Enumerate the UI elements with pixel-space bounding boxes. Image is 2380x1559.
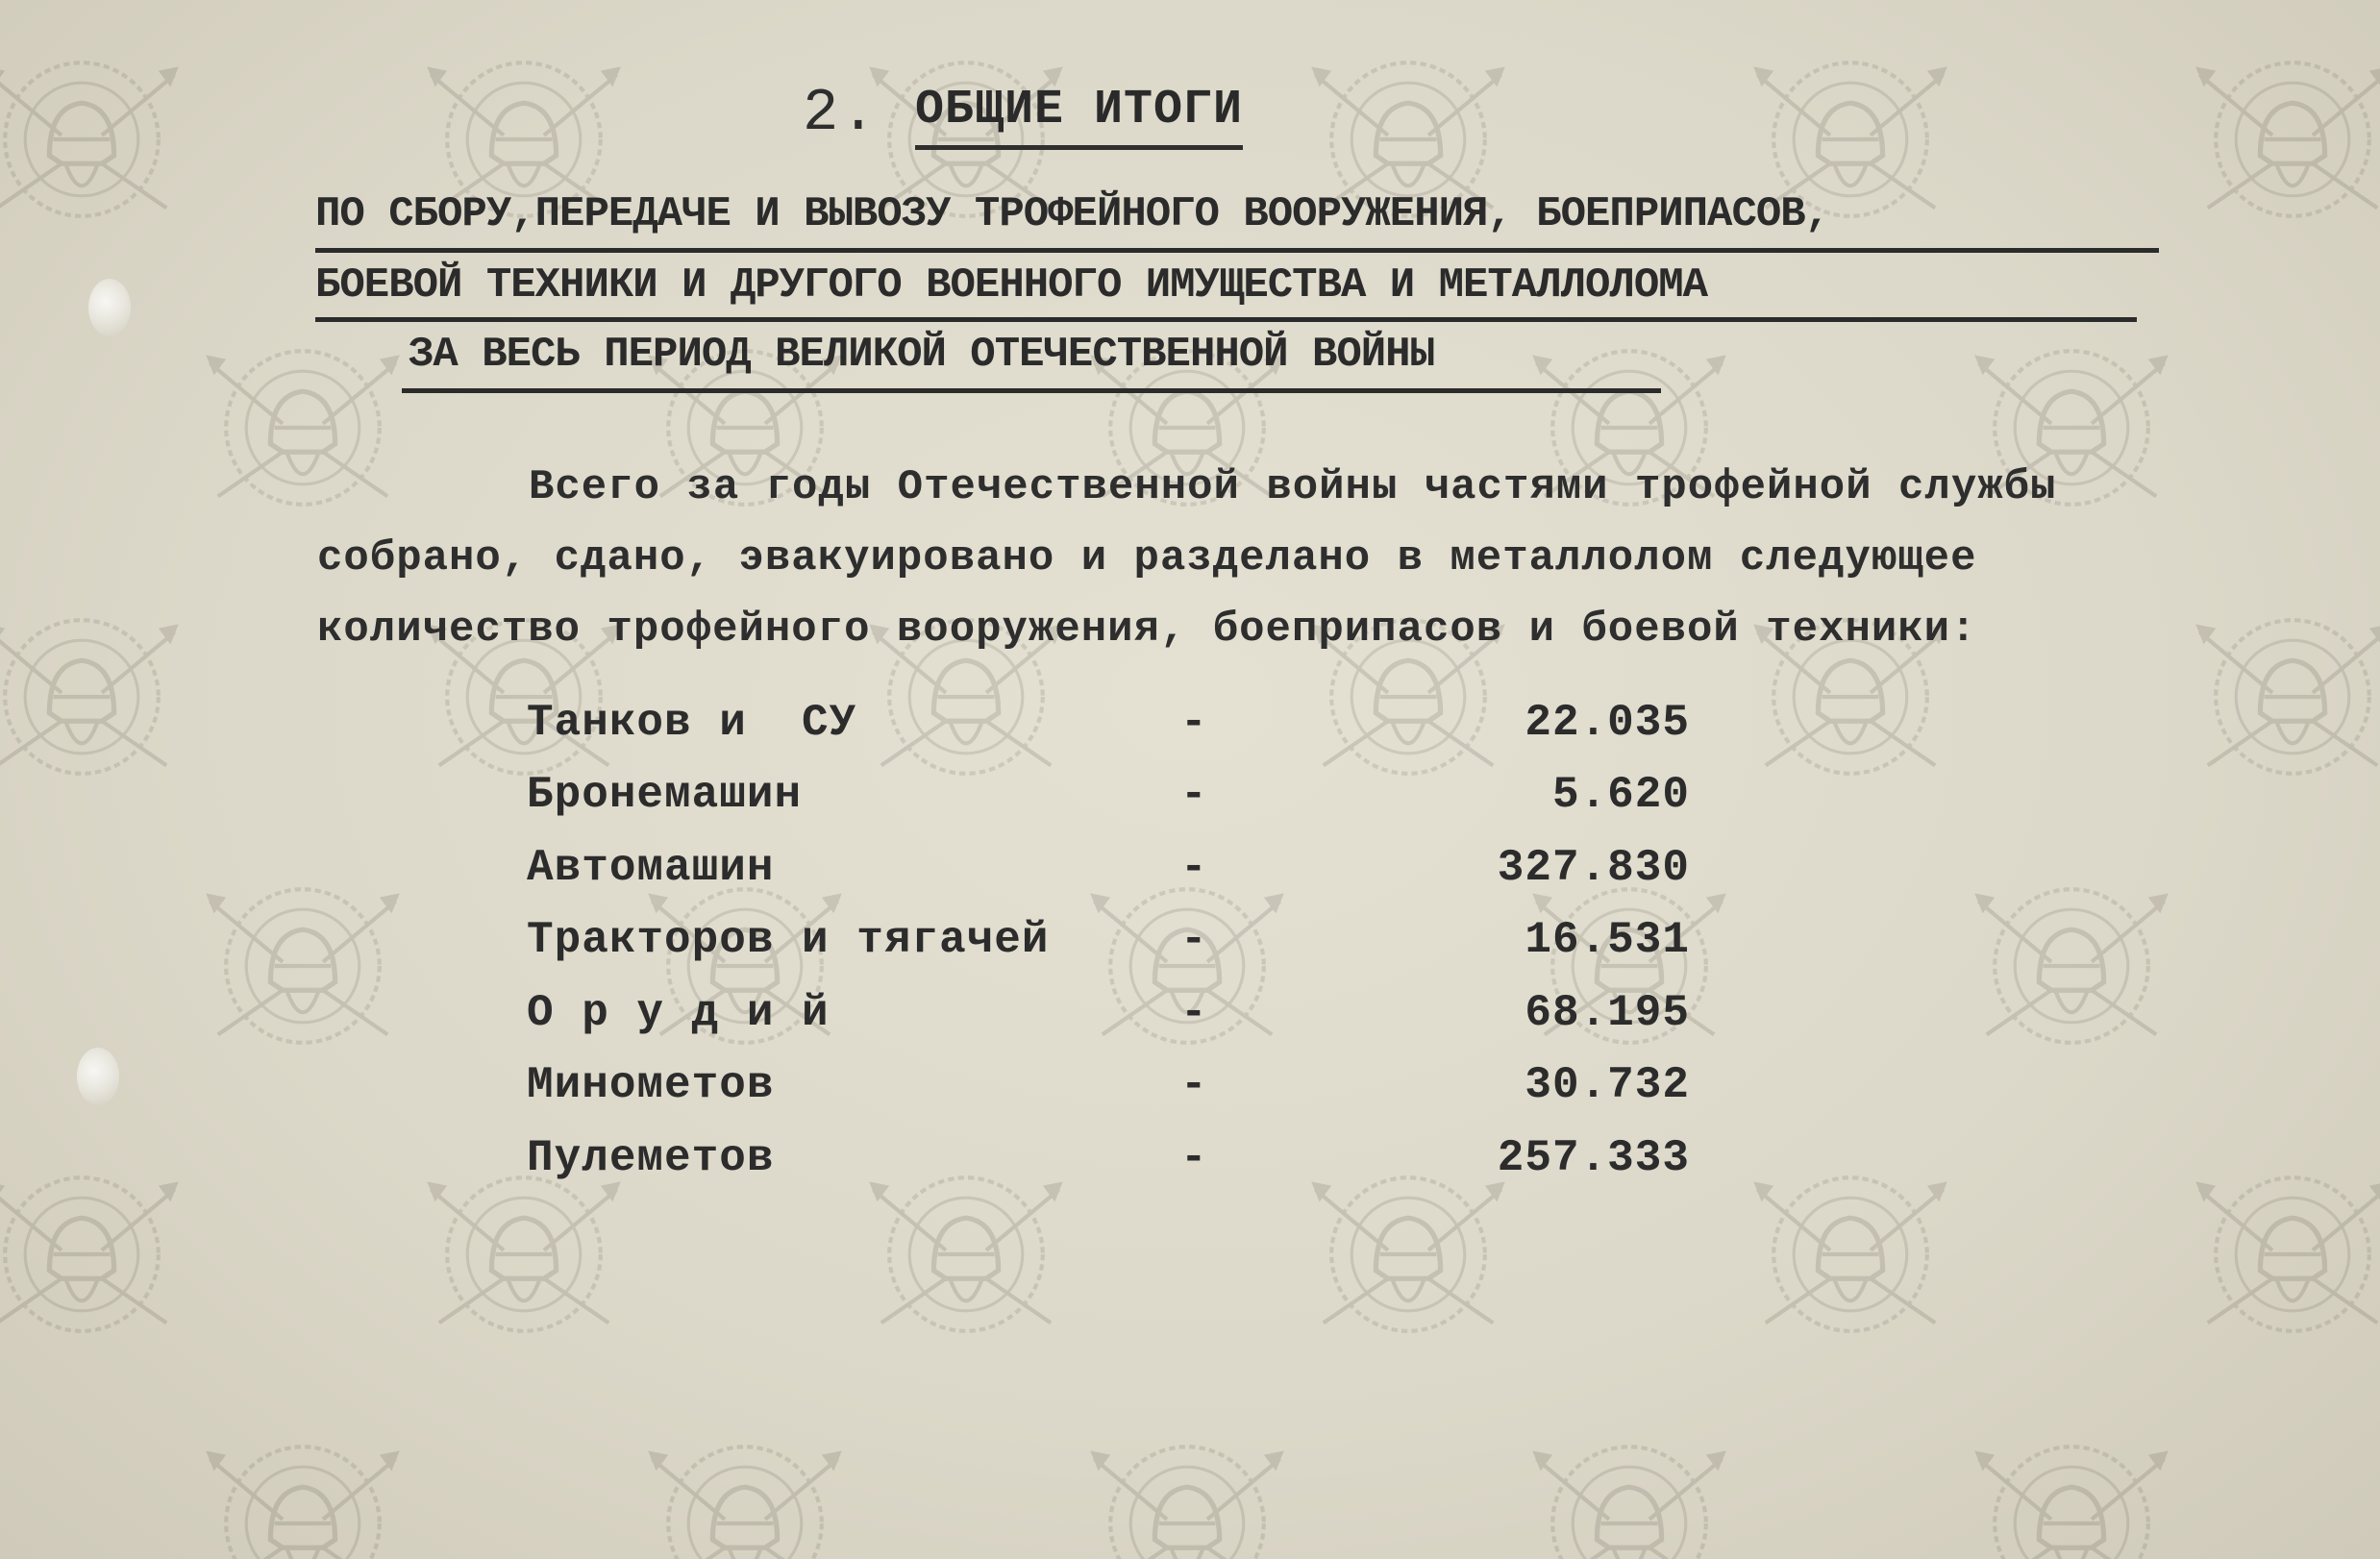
item-row (527, 1133, 1690, 1200)
item-row (527, 1060, 1690, 1127)
item-row (527, 843, 1690, 910)
paragraph-line-1: Всего за годы Отечественной войны частями трофейной службы (529, 463, 2057, 511)
item-label: Минометов (527, 1060, 775, 1110)
watermark-emblem-icon (202, 1423, 404, 1559)
item-row (527, 770, 1690, 837)
watermark-emblem-icon (202, 865, 404, 1067)
watermark-emblem-icon (1971, 865, 2172, 1067)
watermark-emblem-icon (644, 1423, 846, 1559)
paragraph-line-2: собрано, сдано, эвакуировано и разделано в металлолом следующее (317, 534, 1977, 582)
item-label: Пулеметов (527, 1133, 775, 1183)
item-label: Автомашин (527, 843, 775, 893)
watermark-emblem-icon (1086, 1423, 1288, 1559)
item-label: Бронемашин (527, 770, 803, 820)
underline (402, 388, 1661, 393)
subheading-line-3: ЗА ВЕСЬ ПЕРИОД ВЕЛИКОЙ ОТЕЧЕСТВЕННОЙ ВОЙНЫ (409, 331, 1434, 379)
item-value: 257.333 (1497, 1133, 1690, 1183)
watermark-emblem-icon (202, 327, 404, 529)
watermark-emblem-icon (2192, 596, 2380, 798)
paragraph-line-3: количество трофейного вооружения, боеприпасов и боевой техники: (317, 606, 1977, 654)
item-label: Танков и СУ (527, 698, 857, 748)
watermark-emblem-icon (0, 1153, 183, 1355)
item-label: Тракторов и тягачей (527, 915, 1050, 965)
item-dash: - (1180, 770, 1207, 820)
underline (315, 317, 2137, 322)
watermark-emblem-icon (1971, 1423, 2172, 1559)
item-row (527, 698, 1690, 765)
item-dash: - (1180, 1060, 1207, 1110)
section-title: ОБЩИЕ ИТОГИ (915, 83, 1243, 150)
subheading-line-1: ПО СБОРУ,ПЕРЕДАЧЕ И ВЫВОЗУ ТРОФЕЙНОГО ВООРУЖЕНИЯ, БОЕПРИПАСОВ, (315, 190, 1830, 238)
item-value: 16.531 (1525, 915, 1690, 965)
punch-hole (77, 1048, 119, 1105)
watermark-emblem-icon (1528, 1423, 1730, 1559)
section-number: 2. (803, 79, 879, 147)
underline (315, 248, 2159, 253)
item-value: 327.830 (1497, 843, 1690, 893)
subheading-line-2: БОЕВОЙ ТЕХНИКИ И ДРУГОГО ВОЕННОГО ИМУЩЕСТВА И МЕТАЛЛОЛОМА (315, 261, 1708, 309)
item-value: 5.620 (1551, 770, 1690, 820)
item-value: 30.732 (1525, 1060, 1690, 1110)
watermark-emblem-icon (0, 38, 183, 240)
punch-hole (88, 279, 131, 336)
item-row (527, 988, 1690, 1055)
watermark-emblem-icon (2192, 38, 2380, 240)
watermark-emblem-icon (2192, 1153, 2380, 1355)
item-value: 22.035 (1525, 698, 1690, 748)
item-dash: - (1180, 843, 1207, 893)
item-dash: - (1180, 915, 1207, 965)
item-dash: - (1180, 1133, 1207, 1183)
item-label: О р у д и й (527, 988, 830, 1038)
watermark-emblem-icon (0, 596, 183, 798)
item-dash: - (1180, 988, 1207, 1038)
item-value: 68.195 (1525, 988, 1690, 1038)
item-row (527, 915, 1690, 982)
item-dash: - (1180, 698, 1207, 748)
watermark-emblem-icon (1749, 1153, 1951, 1355)
